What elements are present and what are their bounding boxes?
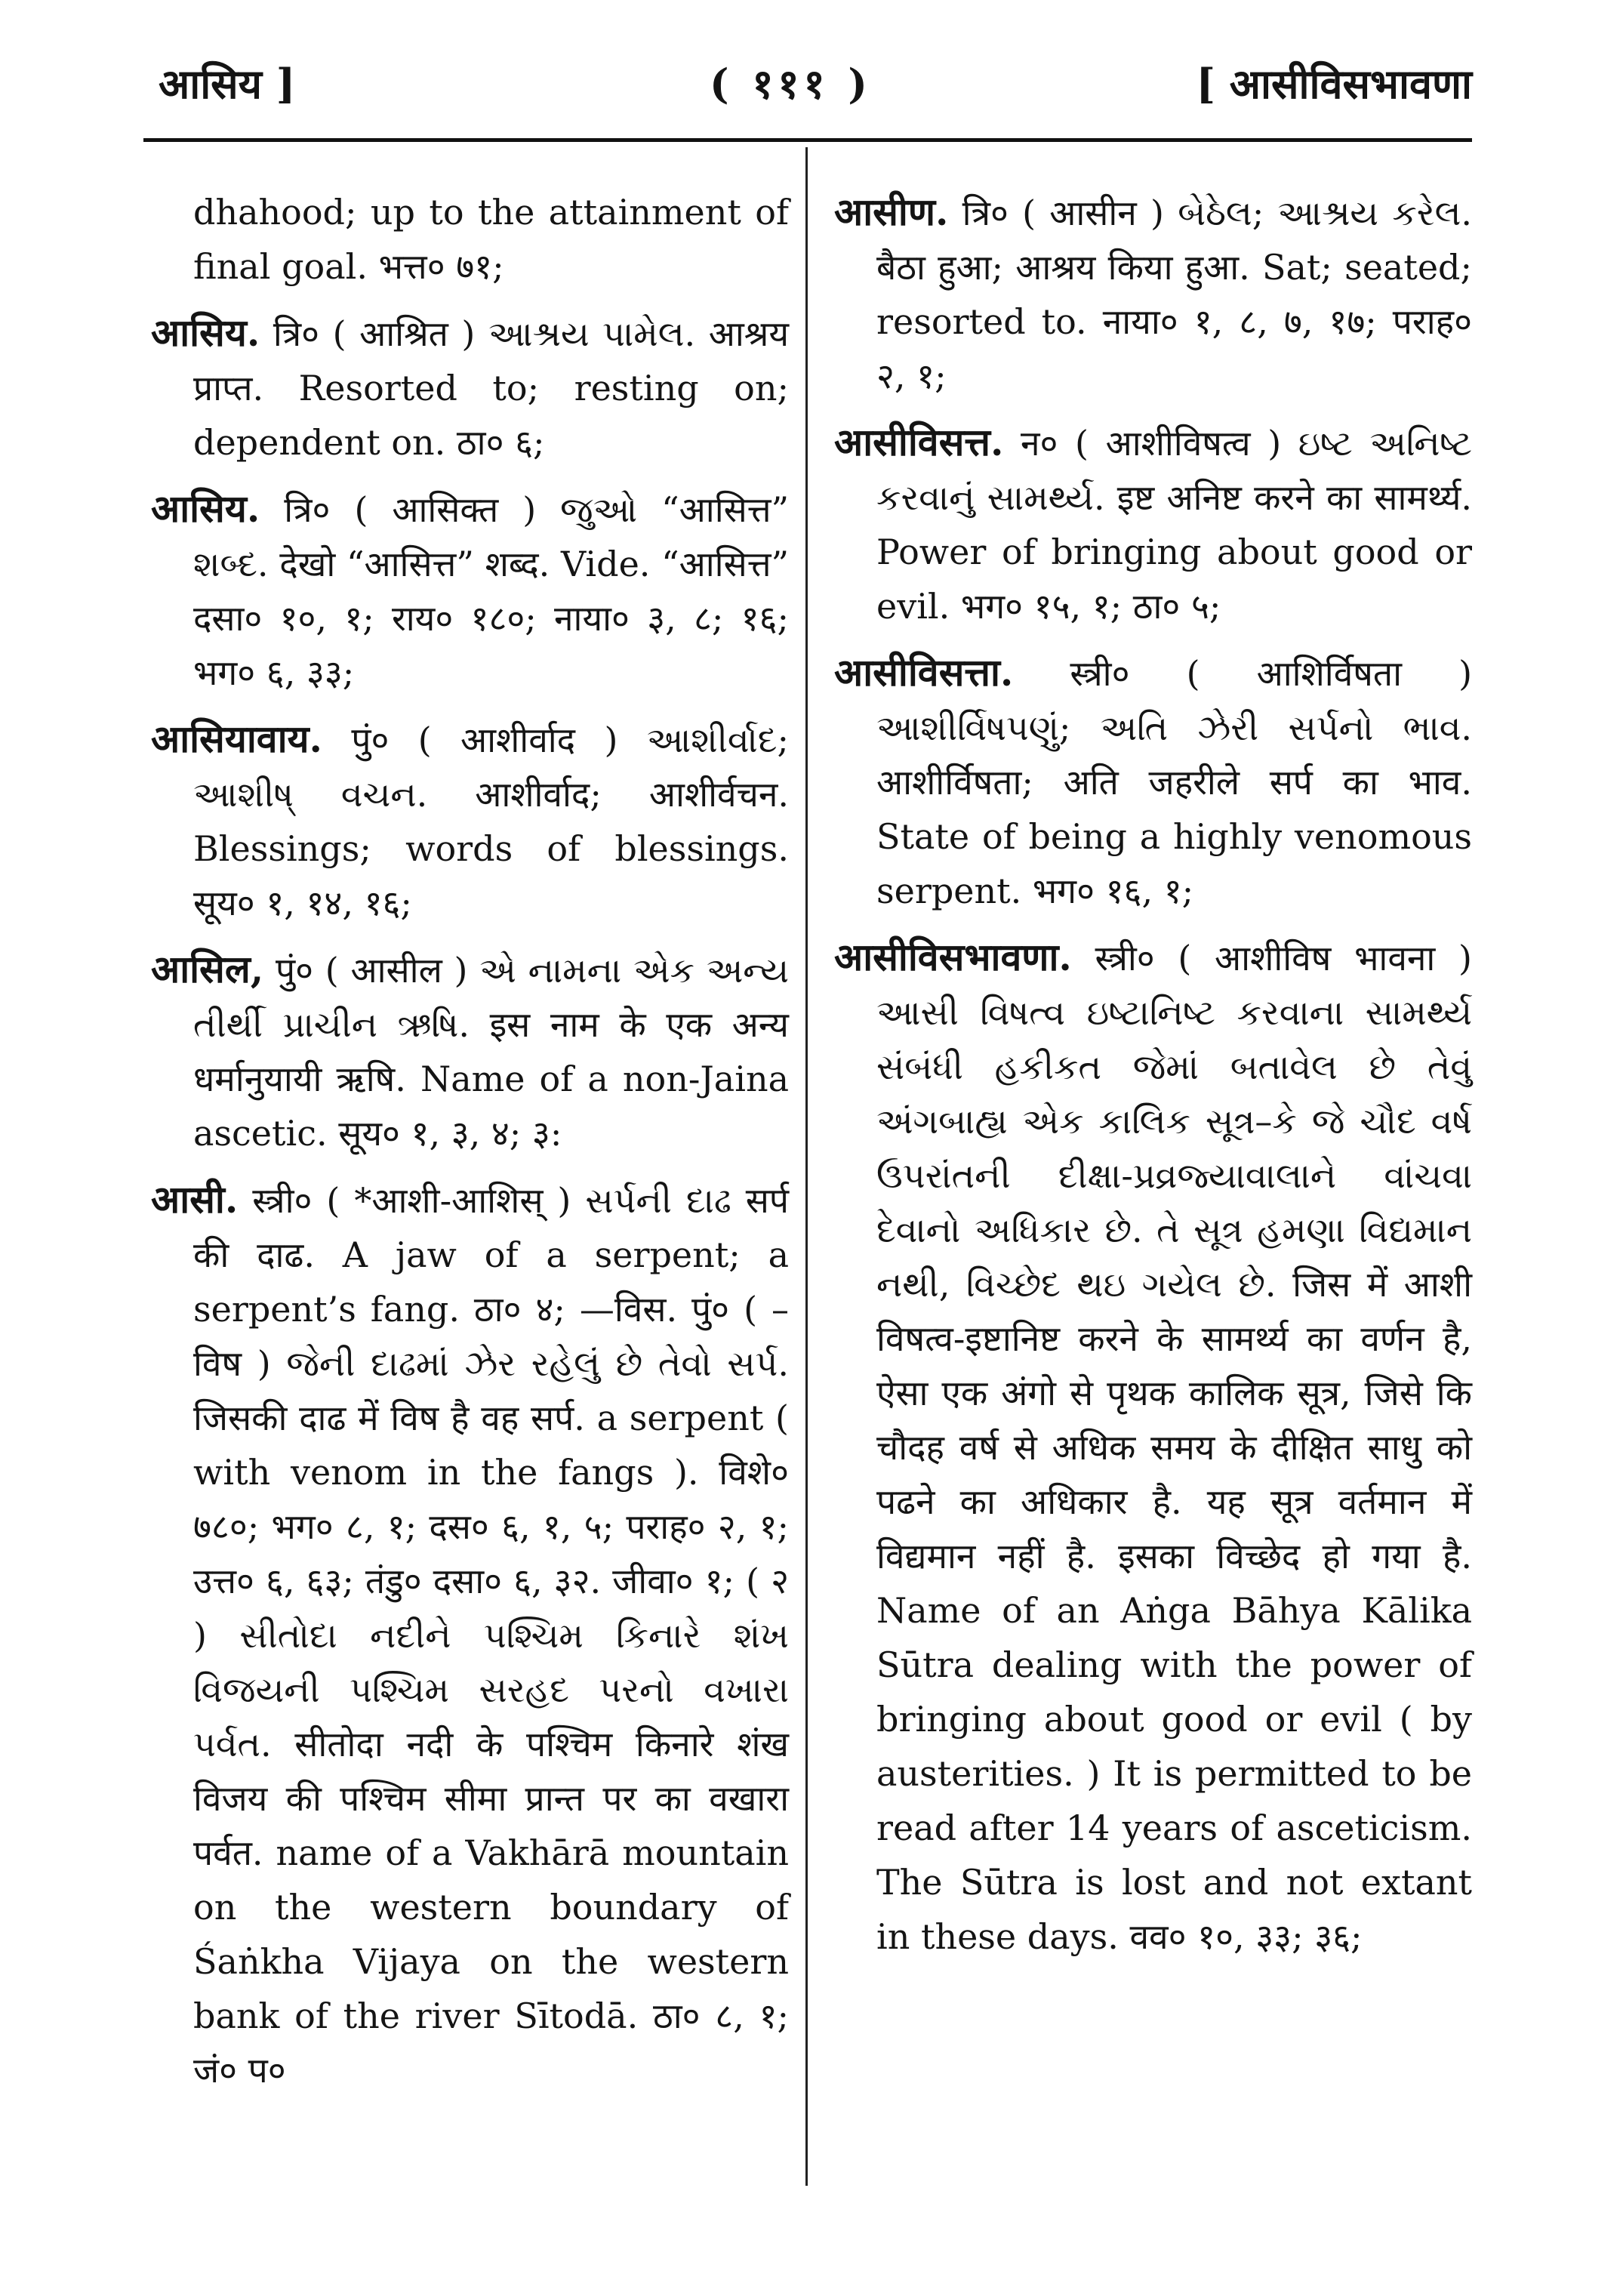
dictionary-entry — [834, 646, 1472, 918]
entry-headword: आसिय. — [151, 310, 260, 355]
entry-definition: त्रि० ( आसिक्त ) જુઓ “आसित्त” શબ્દ. देखो “आसित्त” शब्द. Vide. “आसित्त” दसा० १०, १; राय० १८०; नाया० ३, ८; १६; भग० ६, ३३; — [193, 489, 790, 693]
entry-headword: आसी. — [151, 1177, 239, 1222]
dictionary-entry — [151, 1173, 789, 2097]
continuation-text: dhahood; up to the attainment of final goal. भत्त० ७१; — [193, 192, 789, 287]
entry-headword: आसीविसत्त. — [834, 420, 1004, 464]
column-divider — [805, 147, 808, 2186]
dictionary-entry — [834, 415, 1472, 633]
dictionary-entry — [834, 185, 1472, 403]
page-header — [143, 47, 1472, 115]
entry-headword: आसीविसत्ता. — [834, 650, 1014, 695]
entry-definition: स्त्री० ( आशिर्विषता ) આશીર્વિષપણું; અતિ ઝેરી સર્પનો ભાવ. आशीर्विषता; अति जहरीले सर्प का भाव. State of being a highly venomous serpent. भग० १६, १; — [876, 653, 1473, 911]
entry-headword: आसीण. — [834, 190, 949, 234]
entry-definition: स्त्री० ( आशीविष भावना ) આસી વિષત્વ ઇષ્ટાનિષ્ટ કરવાના સામર્થ્ય સંબંધી હકીકત જેમાં બતાવેલ છે તેવું અંગબાહ્ય એક કાલિક સૂત્ર–કે જે ચૌદ વર્ષ ઉપરાંતની દીક્ષા-પ્રવ્રજ્યાવાલાને વાંચવા દેવાનો અધિકાર છે. તે સૂત્ર હમણા વિદ્યમાન નથી, વિચ્છેદ થઇ ગયેલ છે. जिस में आशी विषत्व-इष्टानिष्ट करने के सामर्थ्य का वर्णन है, ऐसा एक अंगो से पृथक कालिक सूत्र, जिसे कि चौदह वर्ष से अधिक समय के दीक्षित साधु को पढने का अधिकार है. यह सूत्र वर्तमान में विद्यमान नहीं है. इसका विच्छेद हो गया है. Name of an Aṅga Bāhya Kālika Sūtra dealing with the power of bringing about good or evil ( by austerities. ) It is permitted to be read after 14 years of asceticism. The Sūtra is lost and not extant in these days. वव० १०, ३३; ३६; — [876, 938, 1473, 1957]
left-column — [151, 185, 789, 2110]
dictionary-entry — [151, 482, 789, 700]
entry-continuation — [151, 185, 789, 294]
header-first-word: आसिय ] — [159, 60, 296, 108]
entry-headword: आसियावाय. — [151, 717, 322, 761]
entry-definition: पुं० ( आशीर्वाद ) આશીર્વાદ; આશીષ્ વચન. आशीर्वाद; आशीर्वचन. Blessings; words of blessings. सूय० १, १४, १६; — [193, 720, 789, 923]
entry-definition: पुं० ( आसील ) એ નામના એક અન્ય તીર્થી પ્રાચીન ઋષિ. इस नाम के एक अन्य धर्मानुयायी ऋषि. Name of a non-Jaina ascetic. सूय० १, ३, ४; ३: — [193, 950, 789, 1154]
entry-headword: आसिय. — [151, 486, 260, 531]
entry-definition: न० ( आशीविषत्व ) ઇષ્ટ અનિષ્ટ કરવાનું સામર્થ્ય. इष्ट अनिष्ट करने का सामर्थ्य. Power of bringing about good or evil. भग० १५, १; ठा० ५; — [876, 423, 1472, 627]
entry-headword: आसिल, — [151, 947, 264, 991]
dictionary-entry — [151, 942, 789, 1160]
dictionary-entry — [834, 930, 1472, 1964]
page-number: ( १११ ) — [710, 60, 872, 108]
entry-definition: स्त्री० ( *आशी-आशिस् ) સર્પની દાઢ सर्प की दाढ. A jaw of a serpent; a serpent’s fang. ठा० ४; —विस. पुं० ( –विष ) જેની દાઢમાં ઝેર રહેલું છે તેવો સર્પ. जिसकी दाढ में विष है वह सर्प. a serpent ( with venom in the fangs ). विशे० ७८०; भग० ८, १; दस० ६, १, ५; पराह० २, १; उत्त० ६, ६३; तंडु० दसा० ६, ३२. जीवा० १; ( २ ) સીતોદા નદીને પશ્ચિમ કિનારે શંખ વિજયની પશ્ચિમ સરહદ પરનો વખારા પર્વત. सीतोदा नदी के पश्चिम किनारे शंख विजय की पश्चिम सीमा प्रान्त पर का वखारा पर्वत. name of a Vakhārā mountain on the western boundary of Śaṅkha Vijaya on the western bank of the river Sītodā. ठा० ८, १; जं० प० — [193, 1180, 790, 2091]
entry-definition: त्रि० ( आसीन ) બેઠેલ; આશ્રય કરેલ. बैठा हुआ; आश्रय किया हुआ. Sat; seated; resorted to. नाया० १, ८, ७, १७; पराह० २, १; — [876, 193, 1472, 396]
right-column — [834, 185, 1472, 1976]
header-rule — [143, 138, 1472, 142]
header-last-word: [ आसीविसभावणा — [1196, 60, 1472, 108]
dictionary-entry — [151, 306, 789, 470]
entry-definition: त्रि० ( आश्रित ) આશ્રય પામેલ. आश्रय प्राप्त. Resorted to; resting on; dependent on. ठा० ६; — [193, 313, 790, 463]
dictionary-entry — [151, 712, 789, 930]
entry-headword: आसीविसभावणा. — [834, 935, 1072, 979]
